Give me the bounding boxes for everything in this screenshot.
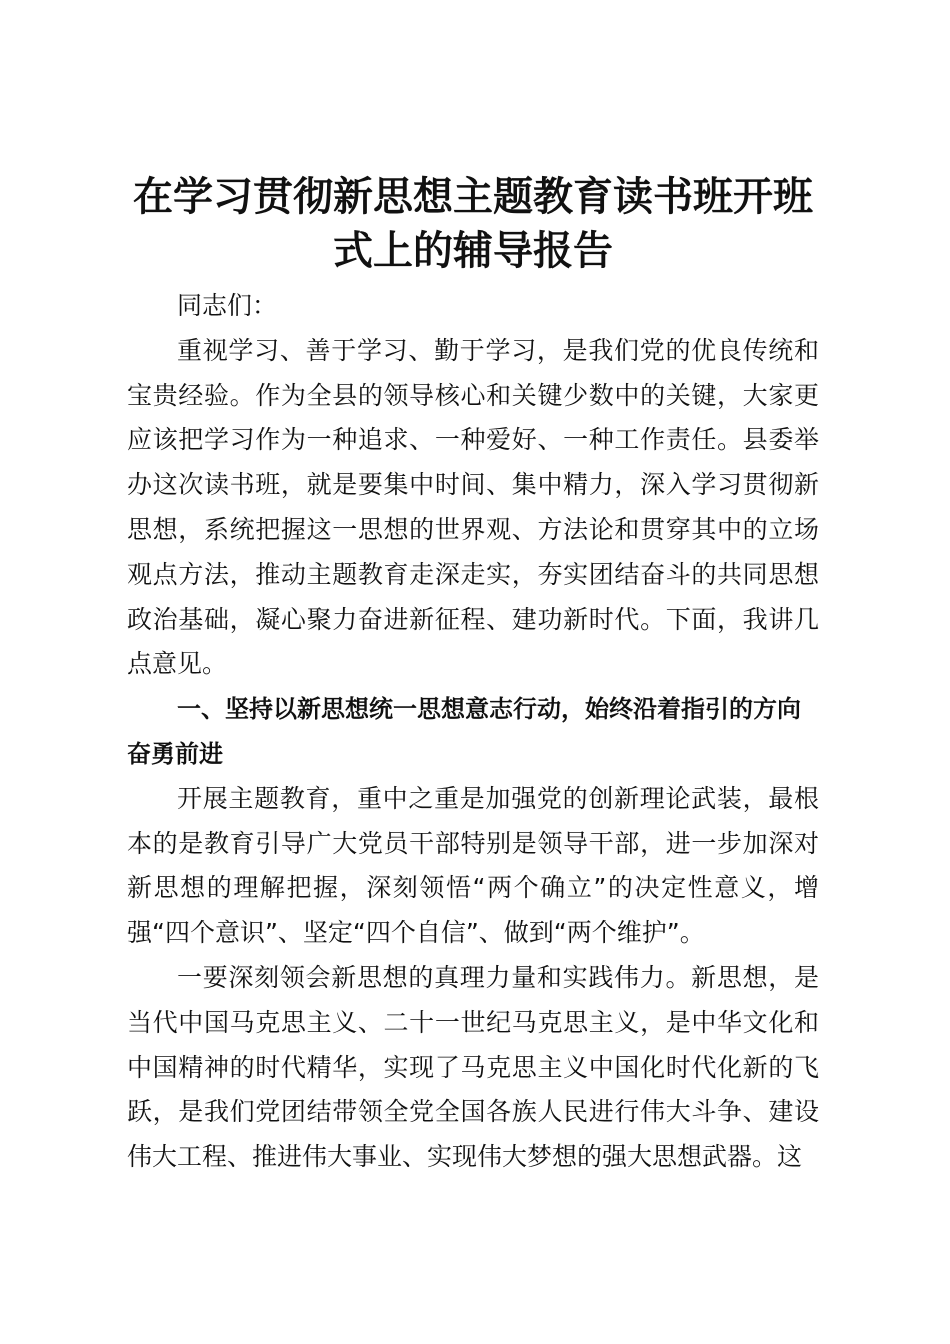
intro-paragraph: 重视学习、善于学习、勤于学习，是我们党的优良传统和宝贵经验。作为全县的领导核心和关键少数中的关键，大家更应该把学习作为一种追求、一种爱好、一种工作责任。县委举办这次读书班，就是要集中时间、集中精力，深入学习贯彻新思想，系统把握这一思想的世界观、方法论和贯穿其中的立场观点方法，推动主题教育走深走实，夯实团结奋斗的共同思想政治基础，凝心聚力奋进新征程、建功新时代。下面，我讲几点意见。: [127, 335, 819, 679]
section-heading: 一、坚持以新思想统一思想意志行动，始终沿着指引的方向奋勇前进: [127, 695, 801, 768]
greeting: 同志们：: [177, 291, 278, 320]
document-page: [127, 170, 819, 1180]
section-paragraph: 一要深刻领会新思想的真理力量和实践伟力。新思想，是当代中国马克思主义、二十一世纪马克思主义，是中华文化和中国精神的时代精华，实现了马克思主义中国化时代化新的飞跃，是我们党团结带领全党全国各族人民进行伟大斗争、建设伟大工程、推进伟大事业、实现伟大梦想的强大思想武器。这: [127, 962, 819, 1172]
document-title: 在学习贯彻新思想主题教育读书班开班式上的辅导报告: [133, 174, 813, 274]
section-paragraph: 开展主题教育，重中之重是加强党的创新理论武装，最根本的是教育引导广大党员干部特别是领导干部，进一步加深对新思想的理解把握，深刻领悟“两个确立”的决定性意义，增强“四个意识”、坚定“四个自信”、做到“两个维护”。: [127, 783, 819, 948]
